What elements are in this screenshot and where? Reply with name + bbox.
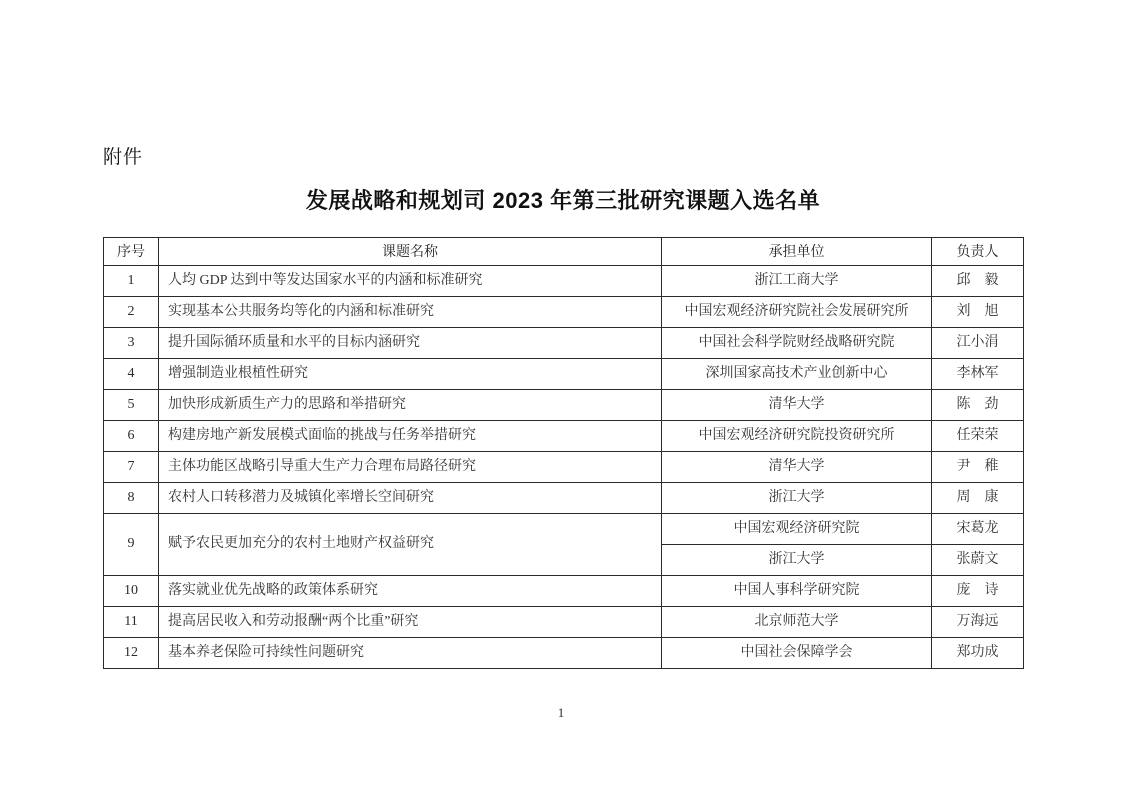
table-row [104,266,1024,297]
column-header-lead: 负责人 [932,238,1024,266]
table-row [104,607,1024,638]
cell-topic-name: 加快形成新质生产力的思路和举措研究 [159,390,662,421]
cell-undertaking-unit: 中国社会保障学会 [662,638,932,669]
cell-serial-number: 6 [104,421,159,452]
cell-topic-name: 增强制造业根植性研究 [159,359,662,390]
cell-undertaking-unit: 中国宏观经济研究院 [662,514,932,545]
attachment-label: 附件 [103,147,144,168]
table-row [104,514,1024,545]
cell-serial-number: 12 [104,638,159,669]
table-row [104,576,1024,607]
cell-person-in-charge: 郑功成 [932,638,1024,669]
column-header-no: 序号 [104,238,159,266]
cell-undertaking-unit: 中国宏观经济研究院社会发展研究所 [662,297,932,328]
cell-undertaking-unit: 中国宏观经济研究院投资研究所 [662,421,932,452]
page-title: 发展战略和规划司 2023 年第三批研究课题入选名单 [305,188,821,213]
cell-topic-name: 基本养老保险可持续性问题研究 [159,638,662,669]
cell-topic-name: 农村人口转移潜力及城镇化率增长空间研究 [159,483,662,514]
page-number: 1 [557,705,565,720]
research-topics-table [103,237,1024,669]
cell-serial-number: 1 [104,266,159,297]
cell-serial-number: 11 [104,607,159,638]
cell-person-in-charge: 江小涓 [932,328,1024,359]
cell-serial-number: 10 [104,576,159,607]
cell-person-in-charge: 张蔚文 [932,545,1024,576]
table-header-row [104,238,1024,266]
cell-person-in-charge: 宋葛龙 [932,514,1024,545]
cell-person-in-charge: 万海远 [932,607,1024,638]
table-row [104,421,1024,452]
cell-serial-number: 2 [104,297,159,328]
cell-serial-number: 4 [104,359,159,390]
cell-undertaking-unit: 中国社会科学院财经战略研究院 [662,328,932,359]
cell-undertaking-unit: 北京师范大学 [662,607,932,638]
cell-topic-name: 实现基本公共服务均等化的内涵和标准研究 [159,297,662,328]
column-header-topic: 课题名称 [159,238,662,266]
cell-topic-name: 构建房地产新发展模式面临的挑战与任务举措研究 [159,421,662,452]
cell-undertaking-unit: 清华大学 [662,452,932,483]
cell-serial-number: 3 [104,328,159,359]
cell-person-in-charge: 任荣荣 [932,421,1024,452]
cell-topic-name: 主体功能区战略引导重大生产力合理布局路径研究 [159,452,662,483]
table-row [104,483,1024,514]
cell-person-in-charge: 李林军 [932,359,1024,390]
cell-undertaking-unit: 浙江工商大学 [662,266,932,297]
cell-person-in-charge: 庞 诗 [932,576,1024,607]
column-header-unit: 承担单位 [662,238,932,266]
cell-undertaking-unit: 浙江大学 [662,483,932,514]
cell-serial-number: 9 [104,514,159,576]
cell-undertaking-unit: 深圳国家高技术产业创新中心 [662,359,932,390]
cell-serial-number: 8 [104,483,159,514]
cell-topic-name: 人均 GDP 达到中等发达国家水平的内涵和标准研究 [159,266,662,297]
cell-undertaking-unit: 浙江大学 [662,545,932,576]
cell-person-in-charge: 尹 稚 [932,452,1024,483]
table-row [104,297,1024,328]
cell-person-in-charge: 邱 毅 [932,266,1024,297]
cell-person-in-charge: 刘 旭 [932,297,1024,328]
cell-topic-name: 赋予农民更加充分的农村土地财产权益研究 [159,514,662,576]
cell-topic-name: 提高居民收入和劳动报酬“两个比重”研究 [159,607,662,638]
cell-serial-number: 7 [104,452,159,483]
cell-undertaking-unit: 中国人事科学研究院 [662,576,932,607]
cell-person-in-charge: 陈 劲 [932,390,1024,421]
cell-person-in-charge: 周 康 [932,483,1024,514]
table-row [104,359,1024,390]
cell-topic-name: 落实就业优先战略的政策体系研究 [159,576,662,607]
cell-topic-name: 提升国际循环质量和水平的目标内涵研究 [159,328,662,359]
cell-undertaking-unit: 清华大学 [662,390,932,421]
table-row [104,452,1024,483]
table-row [104,390,1024,421]
table-row [104,328,1024,359]
cell-serial-number: 5 [104,390,159,421]
table-row [104,638,1024,669]
